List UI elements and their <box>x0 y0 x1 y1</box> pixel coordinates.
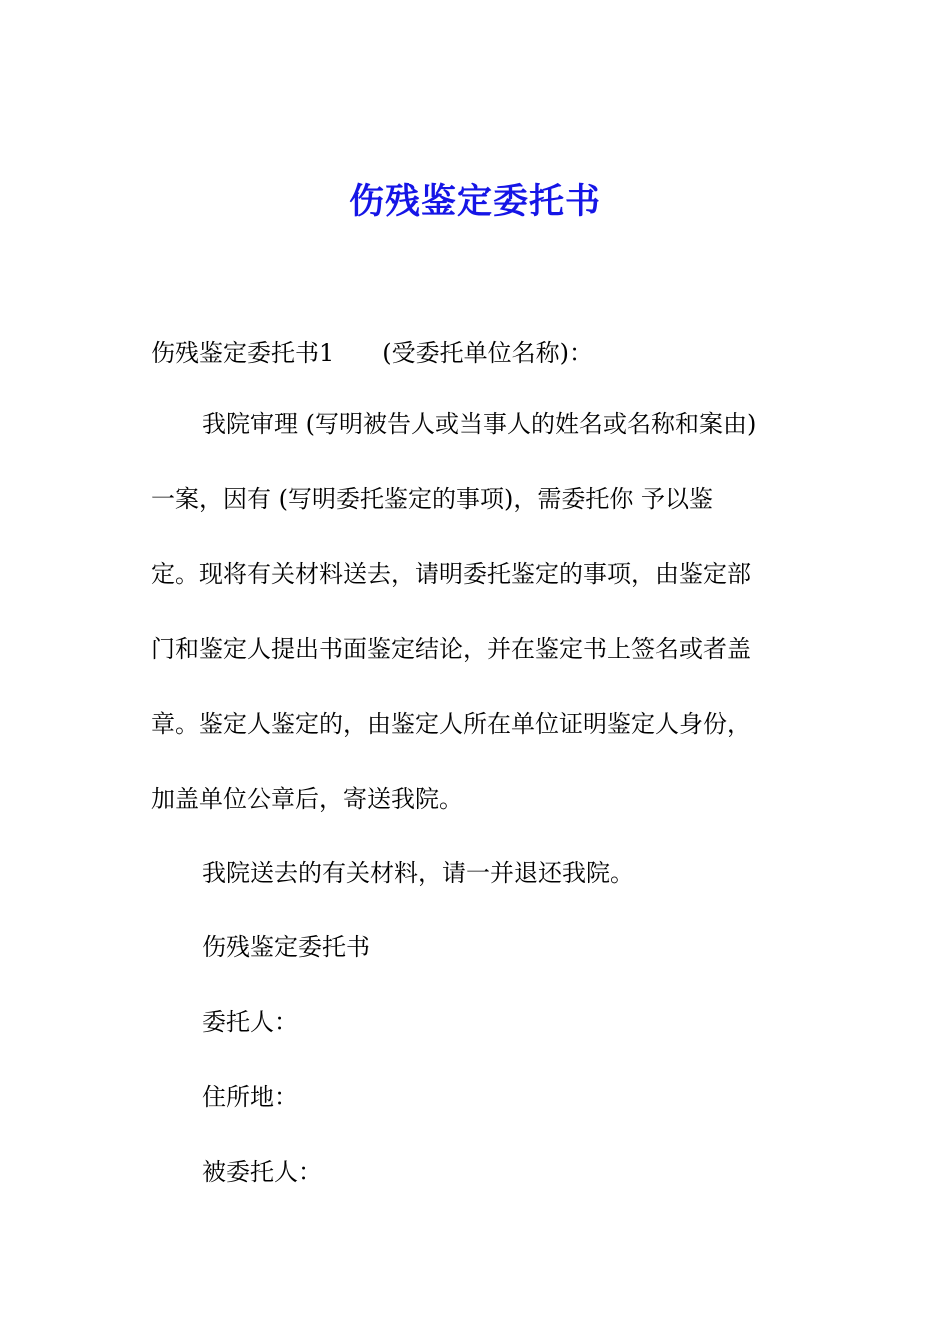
return-materials-paragraph: 我院送去的有关材料，请一并退还我院。 <box>202 859 634 887</box>
paragraph-line-1: 我院审理 (写明被告人或当事人的姓名或名称和案由) <box>202 410 757 438</box>
document-title: 伤残鉴定委托书 <box>348 182 601 222</box>
paragraph-line-5: 章。鉴定人鉴定的，由鉴定人所在单位证明鉴定人身份， <box>151 710 751 738</box>
paragraph-line-4: 门和鉴定人提出书面鉴定结论，并在鉴定书上签名或者盖 <box>151 635 751 663</box>
subtitle: 伤残鉴定委托书 <box>202 933 370 961</box>
header-suffix: (受委托单位名称)： <box>382 339 594 367</box>
header-line <box>151 337 593 369</box>
principal-field-label: 委托人： <box>202 1008 298 1036</box>
address-field-label: 住所地： <box>202 1083 298 1111</box>
header-prefix: 伤残鉴定委托书1 <box>151 339 335 367</box>
paragraph-line-3: 定。现将有关材料送去，请明委托鉴定的事项，由鉴定部 <box>151 560 751 588</box>
paragraph-line-6: 加盖单位公章后，寄送我院。 <box>151 785 463 813</box>
agent-field-label: 被委托人： <box>202 1158 322 1186</box>
paragraph-line-2: 一案，因有 (写明委托鉴定的事项)，需委托你 予以鉴 <box>151 485 713 513</box>
